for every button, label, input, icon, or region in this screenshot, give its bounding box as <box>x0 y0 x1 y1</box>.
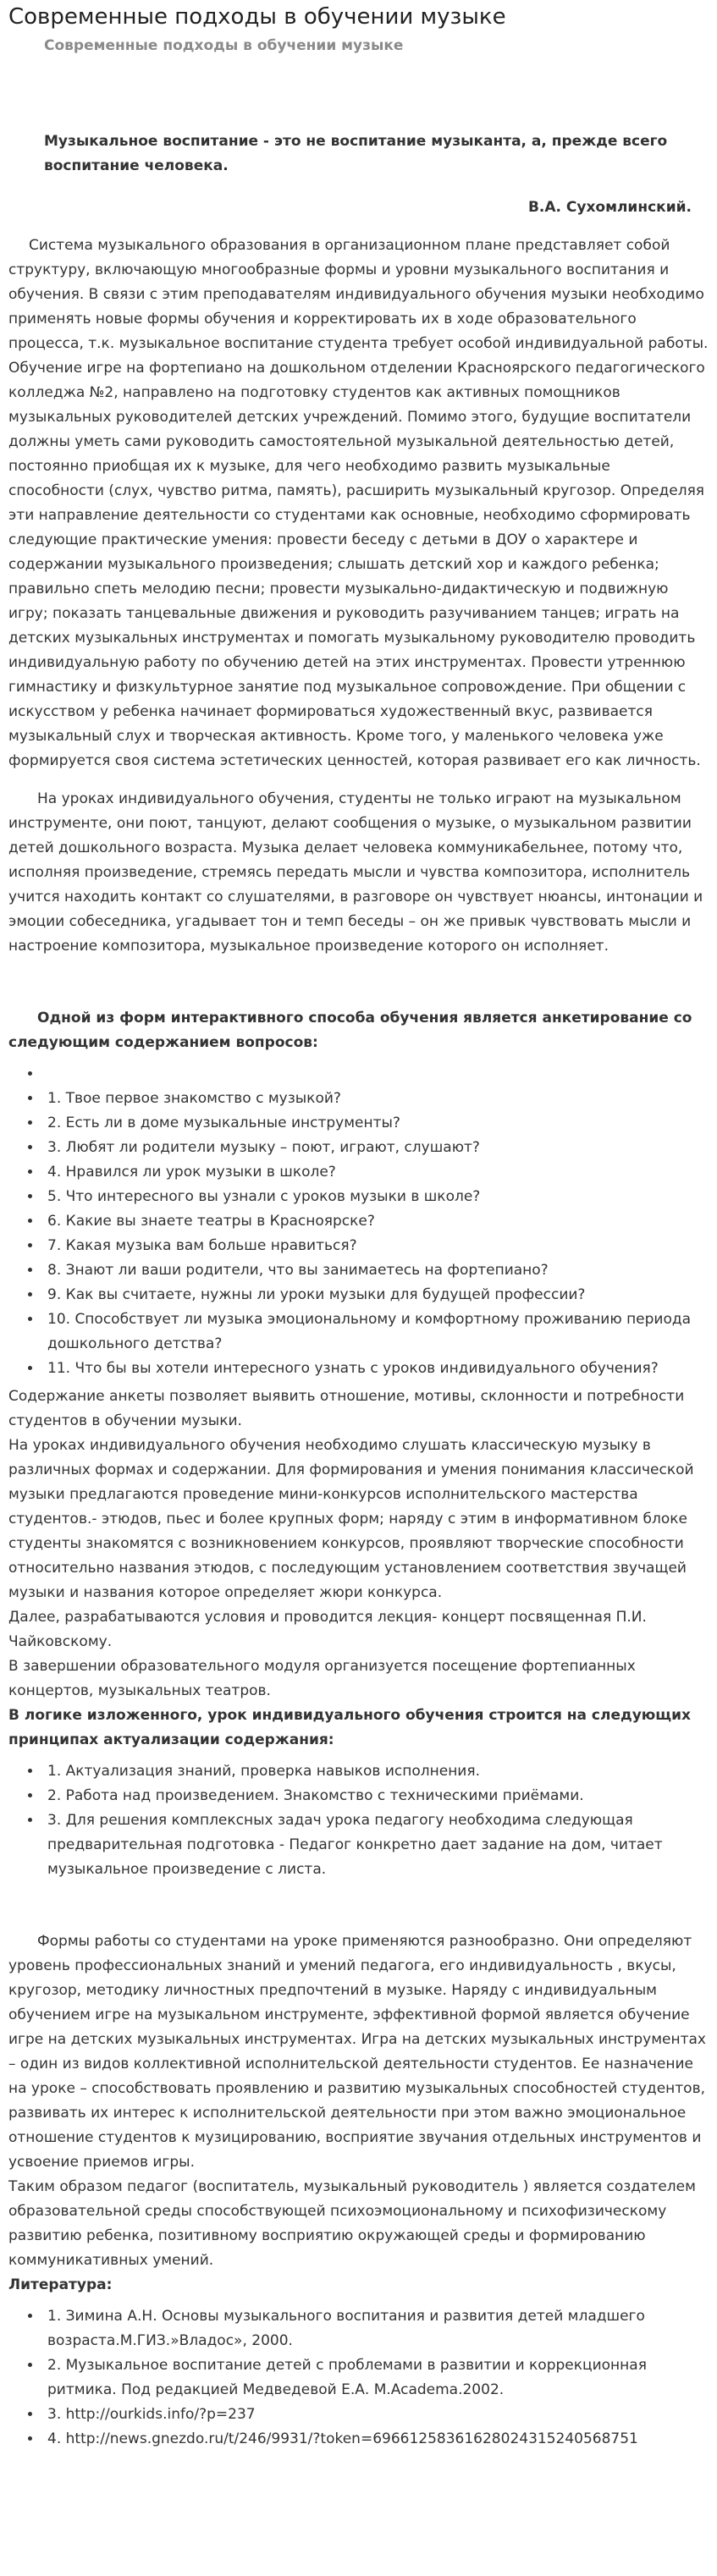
list-item: • 9. Как вы считаете, нужны ли уроки музыки для будущей профессии? <box>42 1283 709 1307</box>
list-item: • 3. Для решения комплексных задач урока педагогу необходима следующая предварительная подготовка - Педагог конкретно дает задание на дом, читает музыкальное произведение с листа. <box>42 1808 709 1882</box>
list-item: • 10. Способствует ли музыка эмоциональному и комфортному проживанию периода дошкольного детства? <box>42 1307 709 1357</box>
intro-paragraph: Система музыкального образования в организационном плане представляет собой структуру, включающую многообразные формы и уровни музыкального воспитания и обучения. В связи с этим преподавателям индивидуального обучения музыки необходимо применять новые формы обучения и корректировать их в ходе образовательного процесса, т.к. музыкальное воспитание студента требует особой индивидуальной работы. <box>8 237 709 352</box>
survey-questions-list <box>8 1062 709 1381</box>
forms-paragraph: Формы работы со студентами на уроке применяются разнообразно. Они определяют уровень профессиональных знаний и умений педагога, его индивидуальность , вкусы, кругозор, методику личностных предпочтений в музыке. Наряду с индивидуальным обучением игре на музыкальном инструменте, эффективной формой является обучение игре на детских музыкальных инструментах. Игра на детских музыкальных инструментах – один из видов коллективной исполнительской деятельности студентов. Ее назначение на уроке – способствовать проявлению и развитию музыкальных способностей студентов, развивать их интерес к исполнительской деятельности при этом важно эмоциональное отношение студентов к музицированию, восприятие звучания отдельных инструментов и усвоение приемов игры. <box>8 1933 706 2171</box>
list-item <box>42 1062 709 1087</box>
list-item: • 2. Музыкальное воспитание детей с проблемами в развитии и коррекционная ритмика. Под редакцией Медведевой Е.А. М.Academa.2002. <box>42 2353 709 2403</box>
list-item: • 11. Что бы вы хотели интересного узнать с уроков индивидуального обучения? <box>42 1357 709 1381</box>
list-item: • 5. Что интересного вы узнали с уроков музыки в школе? <box>42 1185 709 1209</box>
list-item: • 1. Зимина А.Н. Основы музыкального воспитания и развития детей младшего возраста.М.ГИЗ.»Владос», 2000. <box>42 2304 709 2353</box>
page-title: Современные подходы в обучении музыке <box>8 4 506 30</box>
list-item: • 6. Какие вы знаете театры в Красноярске? <box>42 1209 709 1234</box>
list-item: • 4. http://news.gnezdo.ru/t/246/9931/?token=69661258361628024315240568751 <box>42 2427 709 2452</box>
list-item: • 1. Актуализация знаний, проверка навыков исполнения. <box>42 1759 709 1784</box>
classical-music-paragraph: На уроках индивидуального обучения необходимо слушать классическую музыку в различных формах и содержании. Для формирования и умения понимания классической музыки предлагаются проведение мини-конкурсов исполнительского мастерства студентов.- этюдов, пьес и более крупных форм; наряду с этим в информативном блоке студенты знакомятся с возникновением конкурсов, проявляют творческие способности относительно названия этюдов, с последующим установлением соответствия звучащей музыки и названия которое определяет жюри конкурса. <box>8 1437 694 1601</box>
module-completion-paragraph: В завершении образовательного модуля организуется посещение фортепианных концертов, музыкальных театров. <box>8 1658 636 1699</box>
list-item: • 3. http://ourkids.info/?p=237 <box>42 2403 709 2427</box>
survey-heading: Одной из форм интерактивного способа обучения является анкетирование со следующим содержанием вопросов: <box>8 1010 692 1051</box>
survey-summary-paragraph: Содержание анкеты позволяет выявить отношение, мотивы, склонности и потребности студентов в обучении музыки. <box>8 1388 685 1429</box>
article-subtitle: Современные подходы в обучении музыке <box>44 37 404 54</box>
literature-list <box>8 2304 709 2452</box>
list-item: • 4. Нравился ли урок музыки в школе? <box>42 1160 709 1185</box>
piano-paragraph: Обучение игре на фортепиано на дошкольном отделении Красноярского педагогического колледжа №2, направлено на подготовку студентов как активных помощников музыкальных руководителей детских учреждений. Помимо этого, будущие воспитатели должны уметь сами руководить самостоятельной музыкальной деятельностью детей, постоянно приобщая их к музыке, для чего необходимо развить музыкальные способности (слух, чувство ритма, память), расширить музыкальный кругозор. Определяя эти направление деятельности со студентами как основные, необходимо сформировать следующие практические умения: провести беседу с детьми в ДОУ о характере и содержании музыкального произведения; слышать детский хор и каждого ребенка; правильно спеть мелодию песни; провести музыкально-дидактическую и подвижную игру; показать танцевальные движения и руководить разучиванием танцев; играть на детских музыкальных инструментах и помогать музыкальному руководителю проводить индивидуальную работу по обучению детей на этих инструментах. Провести утреннюю гимнастику и физкультурное занятие под музыкальное сопровождение. При общении с искусством у ребенка начинает формироваться художественный вкус, развивается музыкальный слух и творческая активность. Кроме того, у маленького человека уже формируется своя система эстетических ценностей, которая развивает его как личность. <box>8 360 705 769</box>
after-survey-block <box>8 1384 709 1753</box>
principles-list <box>8 1759 709 1882</box>
conclusion-paragraph: Таким образом педагог (воспитатель, музыкальный руководитель ) является создателем образовательной среды способствующей психоэмоциональному и психофизическому развитию ребенка, позитивному восприятию окружающей среды и формированию коммуникативных умений. <box>8 2178 696 2269</box>
lecture-concert-paragraph: Далее, разрабатываются условия и проводится лекция- концерт посвященная П.И. Чайковскому. <box>8 1609 647 1650</box>
lessons-paragraph: На уроках индивидуального обучения, студенты не только играют на музыкальном инструменте, они поют, танцуют, делают сообщения о музыке, о музыкальном развитии детей дошкольного возраста. Музыка делает человека коммуникабельнее, потому что, исполняя произведение, стремясь передать мысли и чувства композитора, исполнитель учится находить контакт со слушателями, в разговоре он чувствует нюансы, интонации и эмоции собеседника, угадывает тон и темп беседы – он же привык чувствовать мысли и настроение композитора, музыкальное произведение которого он исполняет. <box>8 790 703 955</box>
principles-heading: В логике изложенного, урок индивидуального обучения строится на следующих принципах актуализации содержания: <box>8 1707 691 1748</box>
list-item: • 2. Есть ли в доме музыкальные инструменты? <box>42 1111 709 1136</box>
list-item: • 7. Какая музыка вам больше нравиться? <box>42 1234 709 1258</box>
epigraph-quote: Музыкальное воспитание - это не воспитание музыканта, а, прежде всего воспитание человека. <box>44 133 668 174</box>
list-item: • 1. Твое первое знакомство с музыкой? <box>42 1087 709 1111</box>
list-item: • 8. Знают ли ваши родители, что вы занимаетесь на фортепиано? <box>42 1258 709 1283</box>
list-item: • 2. Работа над произведением. Знакомство с техническими приёмами. <box>42 1784 709 1808</box>
literature-heading: Литература: <box>8 2276 113 2293</box>
epigraph-author: В.А. Сухомлинский. <box>527 199 692 216</box>
list-item: • 3. Любят ли родители музыку – поют, играют, слушают? <box>42 1136 709 1160</box>
